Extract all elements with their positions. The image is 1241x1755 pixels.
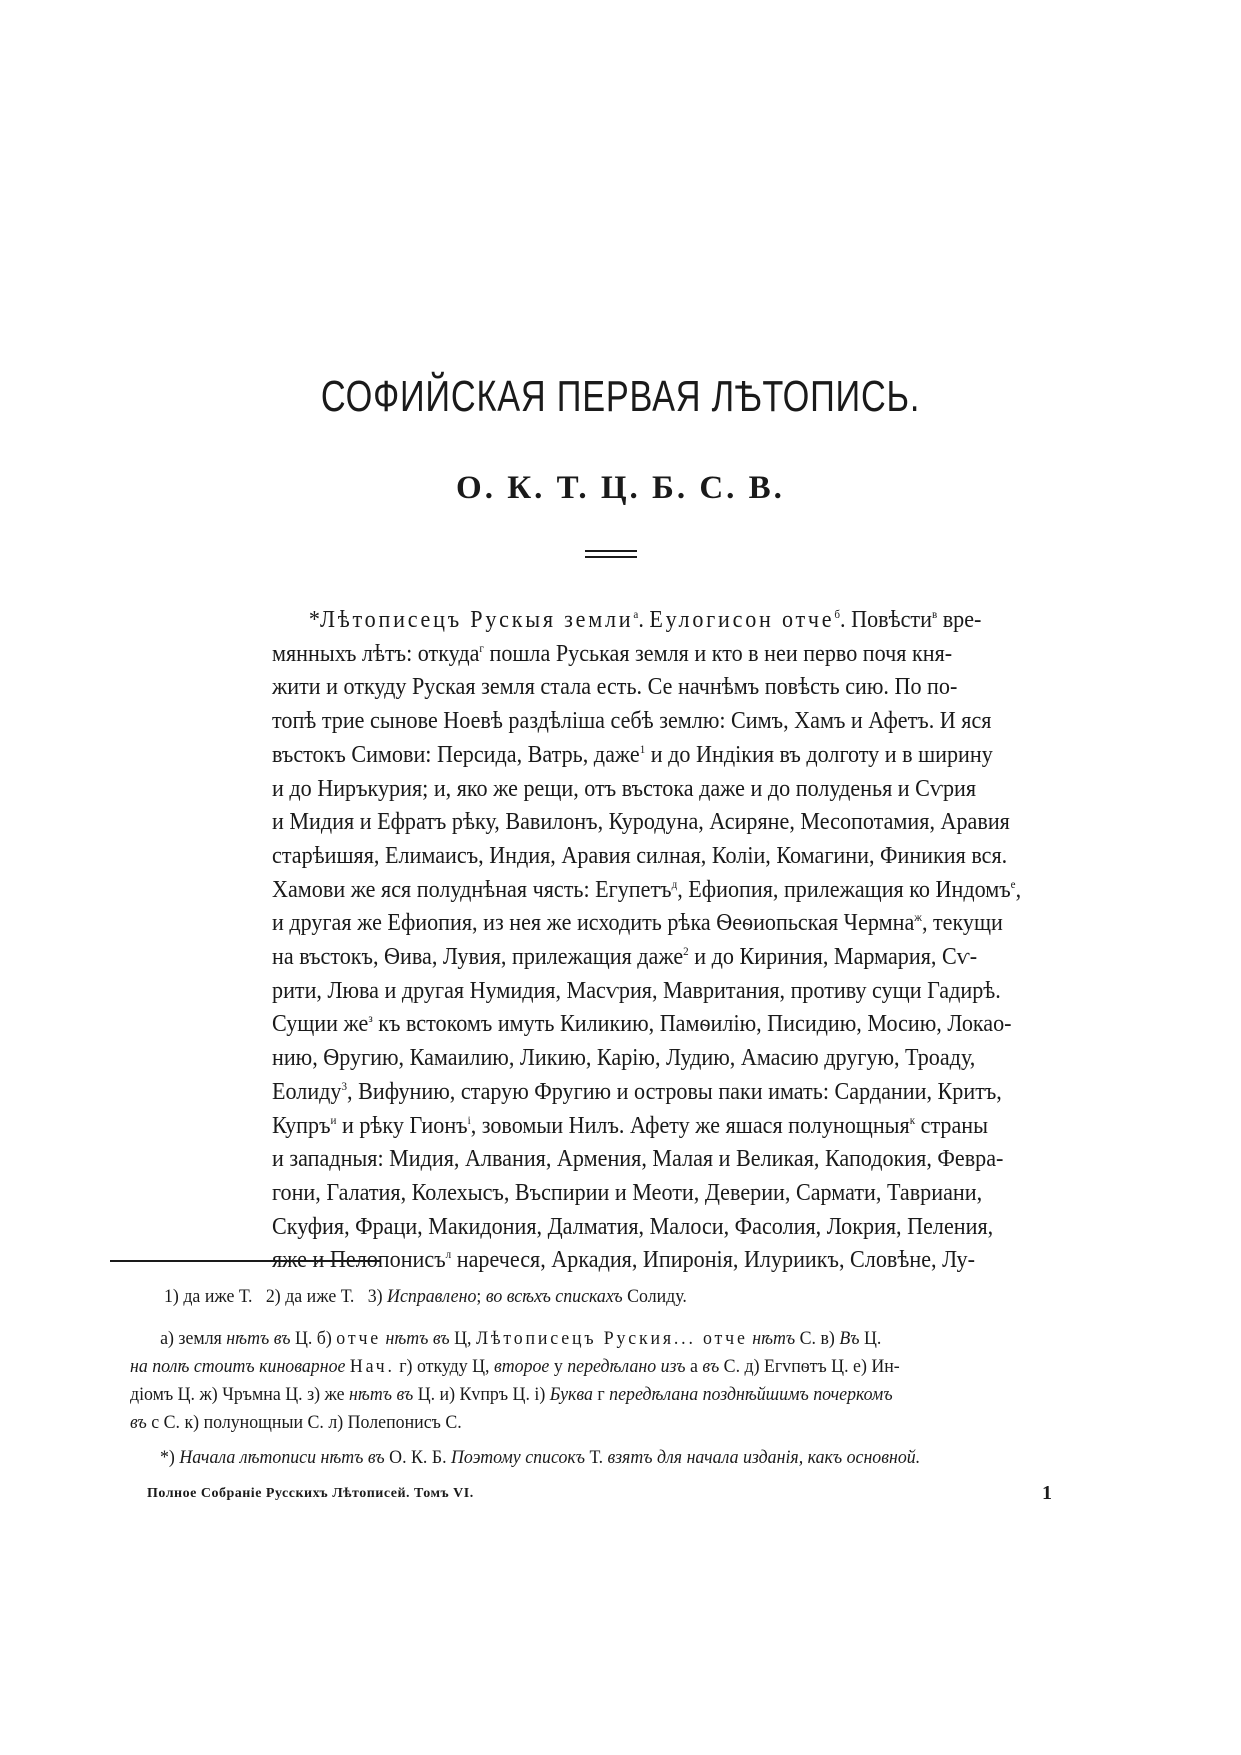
chronicle-text (272, 604, 1238, 1278)
text-line: топѣ трие сынове Ноевѣ раздѣлiша себѣ землю: Симъ, Хамъ и Афетъ. И яся (272, 708, 992, 735)
text-line: *Лѣтописецъ Рускыя земли$^а$. Еулогисон отче$^б$. Повѣсти$^в$ вре- (308, 607, 982, 633)
text-line: и до Ниръкурия; и, яко же рещи, отъ въстока даже и до полуденья и Сѵрия (272, 775, 977, 802)
text-line: яже и Пелопонисъ$^л$ наречеся, Аркадия, Ипиронiя, Илуриикъ, Словѣне, Лу- (272, 1247, 975, 1274)
footnote-star: *) Начала лѣтописи нѣтъ въ О. К. Б. Поэтому списокъ Т. взятъ для начала изданiя, какъ основной. (160, 1447, 921, 1468)
text-line: гони, Галатия, Колехысъ, Въспирии и Меоти, Деверии, Сармати, Тавриани, (272, 1179, 983, 1206)
text-line: Купръ$^и$ и рѣку Гионъ$^i$, зовомыи Нилъ. Афету же яшася полунощныя$^к$ страны (272, 1112, 989, 1139)
text-line: Еолиду$^3$, Вифунию, старую Фругию и островы паки имать: Сардании, Критъ, (272, 1078, 1002, 1105)
footnote-line: на полѣ стоитъ киноварное Нач. г) откуду Ц, второе у передѣлано изъ а въ С. д) Егvпѳтъ Ц. е) Ин- (130, 1356, 900, 1377)
text-line: Хамови же яся полуднѣная чясть: Егупетъ$^д$, Ефиопия, прилежащия ко Индомъ$^е$, (272, 876, 1022, 903)
manuscript-sigla: О. К. Т. Ц. Б. С. В. (456, 470, 785, 506)
page-number: 1 (1042, 1482, 1052, 1504)
footnote-line: въ с С. к) полунощныи С. л) Полепонисъ С. (130, 1412, 462, 1433)
footnotes-numeric: 1) да иже Т. 2) да иже Т. 3) Исправлено; во всѣхъ спискахъ Солиду. (164, 1286, 687, 1307)
footnote-rule (110, 1260, 380, 1262)
page-title: СОФИЙСКАЯ ПЕРВАЯ ЛѢТОПИСЬ. (320, 372, 921, 421)
title-rule-top (585, 550, 637, 552)
text-line: мянныхъ лѣтъ: откуда$^г$ пошла Руськая земля и кто в неи перво почя кня- (272, 640, 953, 667)
text-line: на въстокъ, Ѳива, Лувия, прилежащия даже$^2$ и до Кириния, Мармария, Сѵ- (272, 944, 978, 971)
text-line: нию, Ѳругию, Камаилию, Ликию, Карiю, Лудию, Амасию другую, Троаду, (272, 1045, 976, 1072)
text-line: и западныя: Мидия, Алвания, Армения, Малая и Великая, Каподокия, Феврa- (272, 1146, 1004, 1173)
text-line: Скуфия, Фраци, Макидония, Далматия, Малоси, Фасолия, Локрия, Пеления, (272, 1213, 994, 1240)
series-footer: Полное Собранiе Русскихъ Лѣтописей. Томъ VI. (147, 1486, 474, 1501)
footnote-line: а) земля нѣтъ въ Ц. б) отче нѣтъ въ Ц, Лѣтописецъ Руския... отче нѣтъ С. в) Въ Ц. (160, 1328, 882, 1349)
title-rule-bottom (585, 556, 637, 558)
text-line: и Мидия и Ефратъ рѣку, Вавилонъ, Куродуна, Асиряне, Месопотамия, Аравия (272, 809, 1010, 836)
text-line: жити и откуду Руская земля стала есть. Се начнѣмъ повѣсть сию. По по- (272, 674, 958, 701)
text-line: и другая же Ефиопия, из нея же исходить рѣка Ѳеѳиопьская Чермна$^ж$, текущи (272, 910, 1003, 937)
text-line: рити, Люва и другая Нумидия, Масѵрия, Мавритания, противу сущи Гадирѣ. (272, 977, 1001, 1004)
text-line: старѣишяя, Елимаисъ, Индия, Аравия силная, Колiи, Комагини, Финикия вся. (272, 842, 1008, 869)
text-line: въстокъ Симови: Персида, Ватрь, даже$^1$ и до Индiкия въ долготу и в ширину (272, 741, 993, 768)
footnotes-letters (130, 1325, 1228, 1437)
footnote-line: дiомъ Ц. ж) Чръмна Ц. з) же нѣтъ въ Ц. и) Кvпръ Ц. i) Буква г передѣлана позднѣйшимъ почеркомъ (130, 1384, 893, 1405)
text-line: Сущии $же^з$ къ встокомъ имуть Киликию, Памѳилiю, Писидию, Мосию, Локао- (272, 1011, 1012, 1038)
